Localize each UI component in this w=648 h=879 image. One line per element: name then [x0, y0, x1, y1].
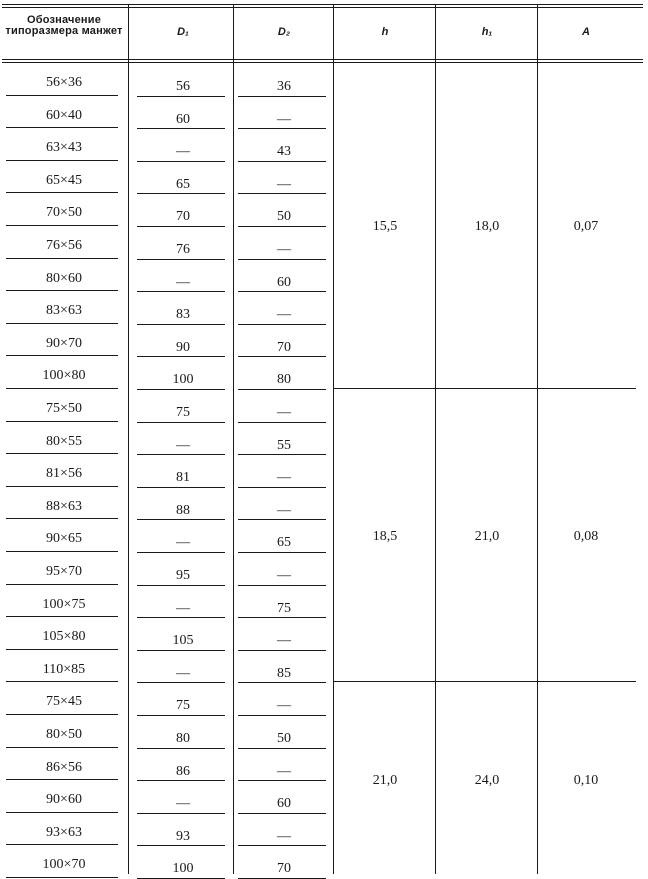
column-rule: [333, 4, 334, 874]
d1-cell: 70: [176, 209, 190, 225]
row-rule: [238, 422, 326, 423]
row-rule: [238, 617, 326, 618]
d1-cell: 80: [176, 731, 190, 746]
row-rule: [238, 682, 326, 683]
row-rule: [137, 650, 225, 651]
row-rule: [6, 127, 118, 128]
row-rule: [238, 324, 326, 325]
header-h1: h₁: [481, 26, 493, 38]
d1-cell: 75: [176, 405, 190, 420]
row-rule: [137, 259, 225, 260]
row-rule: [238, 780, 326, 781]
row-rule: [238, 454, 326, 455]
column-rule: [128, 4, 129, 874]
d1-cell: 93: [176, 828, 190, 844]
row-rule: [137, 552, 225, 553]
row-rule: [238, 813, 326, 814]
row-rule: [137, 389, 225, 390]
d2-cell: —: [277, 307, 291, 323]
row-rule: [238, 389, 326, 390]
size-designation-cell: 65×45: [46, 172, 82, 188]
row-rule: [6, 453, 118, 454]
row-rule: [238, 226, 326, 227]
size-designation-cell: 81×56: [46, 466, 82, 482]
d2-cell: 36: [277, 79, 291, 94]
row-rule: [238, 715, 326, 716]
size-designation-cell: 90×65: [46, 531, 82, 547]
d2-cell: 55: [277, 437, 291, 453]
row-rule: [137, 845, 225, 846]
size-designation-cell: 93×63: [46, 824, 82, 840]
row-rule: [137, 519, 225, 520]
row-rule: [137, 422, 225, 423]
row-rule: [238, 487, 326, 488]
group-rule: [334, 681, 636, 682]
d2-cell: —: [277, 828, 291, 844]
d2-cell: —: [277, 502, 291, 518]
row-rule: [6, 518, 118, 519]
row-rule: [6, 616, 118, 617]
size-designation-cell: 90×70: [46, 335, 82, 351]
header-d1: D₁: [177, 26, 189, 38]
row-rule: [6, 258, 118, 259]
size-designation-cell: 95×70: [46, 564, 82, 579]
row-rule: [137, 748, 225, 749]
group-h-cell: 18,5: [372, 528, 398, 544]
row-rule: [238, 161, 326, 162]
size-designation-cell: 90×60: [46, 792, 82, 808]
size-designation-cell: 100×70: [42, 857, 86, 873]
row-rule: [137, 454, 225, 455]
d1-cell: 100: [172, 372, 194, 388]
row-rule: [137, 128, 225, 129]
d1-cell: —: [176, 437, 190, 453]
d2-cell: 85: [277, 665, 291, 681]
row-rule: [137, 715, 225, 716]
size-designation-cell: 100×75: [42, 596, 86, 612]
size-designation-cell: 60×40: [46, 107, 82, 123]
d1-cell: —: [176, 796, 190, 812]
row-rule: [137, 617, 225, 618]
d1-cell: 76: [176, 242, 190, 257]
header-rule: [2, 59, 643, 60]
d1-cell: 60: [176, 111, 190, 127]
row-rule: [137, 193, 225, 194]
d2-cell: —: [277, 242, 291, 257]
d1-cell: 65: [176, 176, 190, 192]
d2-cell: —: [277, 111, 291, 127]
row-rule: [6, 844, 118, 845]
group-rule: [334, 388, 636, 389]
d1-cell: 56: [176, 79, 190, 94]
row-rule: [6, 747, 118, 748]
row-rule: [137, 487, 225, 488]
group-a-cell: 0,08: [573, 528, 599, 544]
row-rule: [238, 519, 326, 520]
group-h1-cell: 18,0: [474, 219, 500, 234]
d1-cell: 81: [176, 470, 190, 486]
row-rule: [6, 877, 118, 878]
row-rule: [6, 355, 118, 356]
d1-cell: 95: [176, 568, 190, 583]
d1-cell: 90: [176, 339, 190, 355]
row-rule: [6, 323, 118, 324]
d2-cell: —: [277, 470, 291, 486]
row-rule: [137, 585, 225, 586]
row-rule: [6, 486, 118, 487]
header-rule-inner: [2, 62, 643, 63]
d2-cell: 60: [277, 274, 291, 290]
size-designation-cell: 83×63: [46, 303, 82, 319]
size-designation-cell: 63×43: [46, 140, 82, 156]
d2-cell: —: [277, 763, 291, 779]
row-rule: [137, 291, 225, 292]
d2-cell: —: [277, 633, 291, 649]
row-rule: [6, 779, 118, 780]
row-rule: [137, 324, 225, 325]
column-rule: [435, 4, 436, 874]
d2-cell: —: [277, 698, 291, 714]
size-designation-cell: 110×85: [42, 661, 86, 677]
size-designation-cell: 70×50: [46, 205, 82, 221]
d1-cell: 75: [176, 698, 190, 714]
d2-cell: 75: [277, 600, 291, 616]
header-size-designation: Обозначение типоразмера манжет: [5, 14, 123, 37]
group-h-cell: 15,5: [372, 219, 398, 234]
row-rule: [238, 650, 326, 651]
row-rule: [238, 96, 326, 97]
row-rule: [238, 356, 326, 357]
row-rule: [6, 290, 118, 291]
row-rule: [238, 128, 326, 129]
group-h1-cell: 24,0: [474, 773, 500, 789]
d1-cell: 83: [176, 307, 190, 323]
d1-cell: 86: [176, 763, 190, 779]
row-rule: [6, 551, 118, 552]
row-rule: [6, 225, 118, 226]
row-rule: [6, 714, 118, 715]
d1-cell: 88: [176, 502, 190, 518]
group-h-cell: 21,0: [372, 773, 398, 789]
row-rule: [6, 388, 118, 389]
d2-cell: —: [277, 568, 291, 583]
d1-cell: 100: [172, 861, 194, 877]
table-top-rule-inner: [2, 7, 643, 8]
row-rule: [137, 356, 225, 357]
d1-cell: —: [176, 665, 190, 681]
header-d2: D₂: [277, 26, 291, 38]
row-rule: [238, 845, 326, 846]
row-rule: [238, 585, 326, 586]
size-designation-cell: 75×45: [46, 694, 82, 710]
row-rule: [238, 748, 326, 749]
group-a-cell: 0,10: [573, 773, 599, 789]
d2-cell: 80: [277, 372, 291, 388]
row-rule: [6, 584, 118, 585]
size-designation-cell: 100×80: [42, 368, 86, 384]
d2-cell: —: [277, 176, 291, 192]
row-rule: [6, 681, 118, 682]
d2-cell: 65: [277, 535, 291, 551]
group-a-cell: 0,07: [573, 219, 599, 234]
row-rule: [6, 160, 118, 161]
size-designation-cell: 80×55: [46, 433, 82, 449]
row-rule: [137, 813, 225, 814]
size-designation-cell: 80×60: [46, 270, 82, 286]
d2-cell: 50: [277, 209, 291, 225]
header-a: A: [582, 26, 590, 38]
size-designation-cell: 88×63: [46, 498, 82, 514]
row-rule: [238, 193, 326, 194]
d2-cell: —: [277, 405, 291, 420]
d2-cell: 60: [277, 796, 291, 812]
d1-cell: —: [176, 144, 190, 160]
column-rule: [537, 4, 538, 874]
d2-cell: 50: [277, 731, 291, 746]
row-rule: [137, 226, 225, 227]
row-rule: [6, 812, 118, 813]
group-h1-cell: 21,0: [474, 528, 500, 544]
row-rule: [6, 95, 118, 96]
d2-cell: 43: [277, 144, 291, 160]
row-rule: [6, 649, 118, 650]
column-rule: [233, 4, 234, 874]
header-h: h: [381, 26, 389, 38]
table-top-rule: [2, 4, 643, 5]
d1-cell: —: [176, 274, 190, 290]
row-rule: [137, 161, 225, 162]
row-rule: [6, 192, 118, 193]
row-rule: [238, 552, 326, 553]
size-designation-cell: 80×50: [46, 727, 82, 742]
row-rule: [6, 421, 118, 422]
size-designation-cell: 76×56: [46, 238, 82, 253]
row-rule: [137, 682, 225, 683]
d1-cell: —: [176, 600, 190, 616]
row-rule: [137, 780, 225, 781]
size-designation-cell: 86×56: [46, 759, 82, 775]
row-rule: [238, 259, 326, 260]
size-designation-cell: 105×80: [42, 629, 86, 645]
d1-cell: —: [176, 535, 190, 551]
size-designation-cell: 75×50: [46, 401, 82, 416]
d2-cell: 70: [277, 861, 291, 877]
row-rule: [238, 291, 326, 292]
row-rule: [137, 96, 225, 97]
d2-cell: 70: [277, 339, 291, 355]
size-designation-cell: 56×36: [46, 75, 82, 90]
d1-cell: 105: [172, 633, 194, 649]
